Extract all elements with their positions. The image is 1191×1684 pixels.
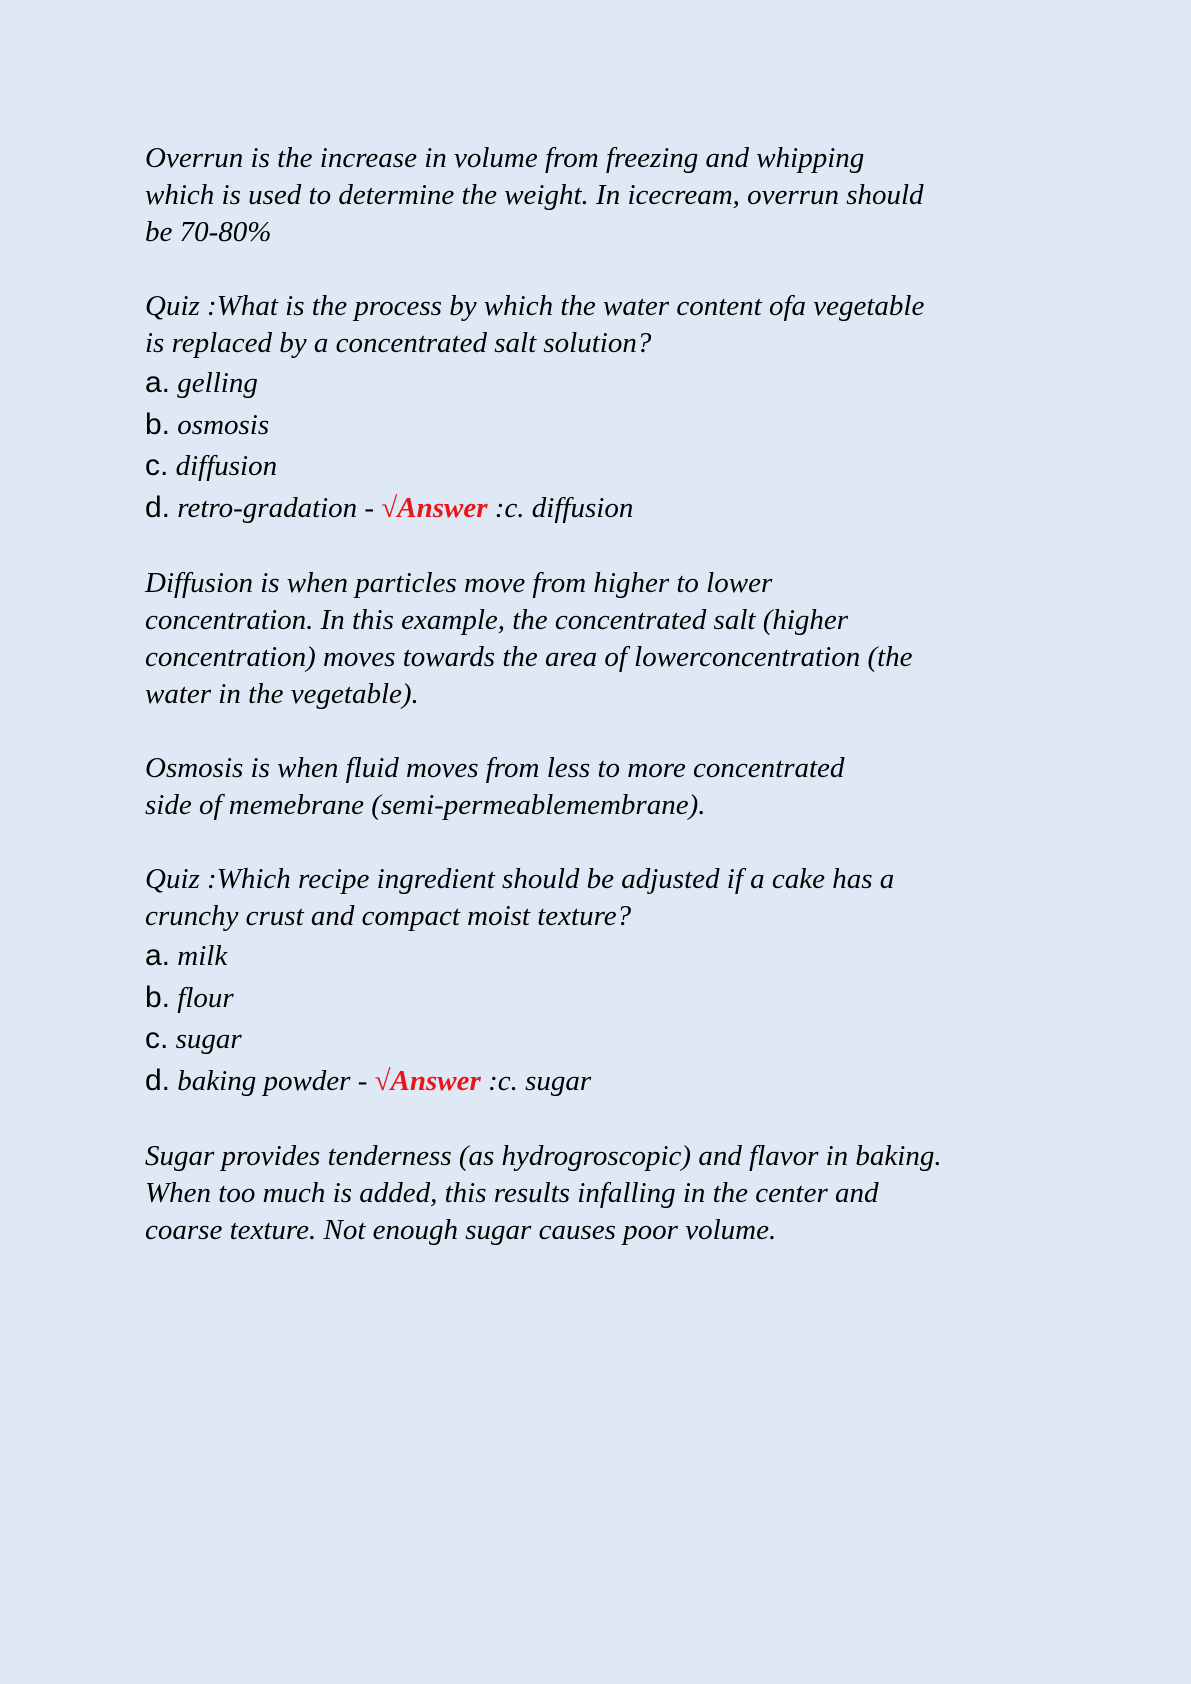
quiz-option-d: [145, 487, 1045, 529]
option-letter: d.: [145, 1063, 171, 1097]
quiz-option-c: [145, 1018, 1045, 1060]
option-letter: b.: [145, 407, 171, 441]
quiz-2: [145, 861, 1045, 1101]
text-line: coarse texture. Not enough sugar causes poor volume.: [145, 1214, 777, 1246]
quiz-option-d: [145, 1060, 1045, 1102]
text-line: Osmosis is when fluid moves from less to more concentrated: [145, 752, 845, 784]
option-text: gelling: [170, 367, 258, 399]
option-letter: d.: [145, 490, 171, 524]
option-text: milk: [170, 940, 228, 972]
sugar-paragraph: [145, 1138, 1045, 1249]
quiz-option-a: [145, 935, 1045, 977]
check-mark-icon: √: [381, 491, 398, 524]
option-letter: a.: [145, 366, 171, 399]
osmosis-paragraph: [145, 750, 1045, 824]
option-letter: c.: [145, 1022, 169, 1055]
text-line: water in the vegetable).: [145, 678, 419, 710]
option-letter: a.: [145, 939, 171, 972]
quiz-option-b: [145, 404, 1045, 446]
quiz-option-b: [145, 977, 1045, 1019]
quiz-question-line: Quiz :Which recipe ingredient should be adjusted if a cake has a: [145, 863, 895, 895]
text-line: concentration. In this example, the concentrated salt (higher: [145, 604, 849, 636]
answer-label: Answer: [397, 491, 488, 524]
option-text: retro-gradation -: [170, 491, 382, 524]
option-text: diffusion: [168, 450, 278, 482]
document-page: [145, 140, 1045, 1249]
overrun-paragraph: [145, 140, 1045, 251]
quiz-option-c: [145, 445, 1045, 487]
answer-value: :c. sugar: [480, 1064, 592, 1097]
quiz-option-a: [145, 362, 1045, 404]
quiz-question-line: Quiz :What is the process by which the water content ofa vegetable: [145, 290, 925, 322]
text-line: side of memebrane (semi-permeablemembrane).: [145, 789, 706, 821]
text-line: Diffusion is when particles move from higher to lower: [145, 567, 773, 599]
option-text: flour: [170, 981, 234, 1014]
option-letter: c.: [145, 449, 169, 482]
quiz-question-line: crunchy crust and compact moist texture?: [145, 900, 632, 932]
answer-value: :c. diffusion: [487, 491, 634, 524]
text-line: When too much is added, this results infalling in the center and: [145, 1177, 879, 1209]
answer-label: Answer: [390, 1064, 481, 1097]
option-text: sugar: [168, 1023, 242, 1055]
quiz-question-line: is replaced by a concentrated salt solution?: [145, 327, 652, 359]
option-letter: b.: [145, 980, 171, 1014]
text-line: Sugar provides tenderness (as hydrogroscopic) and flavor in baking.: [145, 1140, 942, 1172]
option-text: osmosis: [170, 408, 270, 441]
option-text: baking powder -: [170, 1064, 375, 1097]
diffusion-paragraph: [145, 565, 1045, 713]
text-line: concentration) moves towards the area of lowerconcentration (the: [145, 641, 913, 673]
check-mark-icon: √: [374, 1064, 391, 1097]
text-line: be 70-80%: [145, 216, 272, 248]
quiz-1: [145, 288, 1045, 528]
text-line: which is used to determine the weight. In icecream, overrun should: [145, 179, 924, 211]
text-line: Overrun is the increase in volume from freezing and whipping: [145, 142, 865, 174]
